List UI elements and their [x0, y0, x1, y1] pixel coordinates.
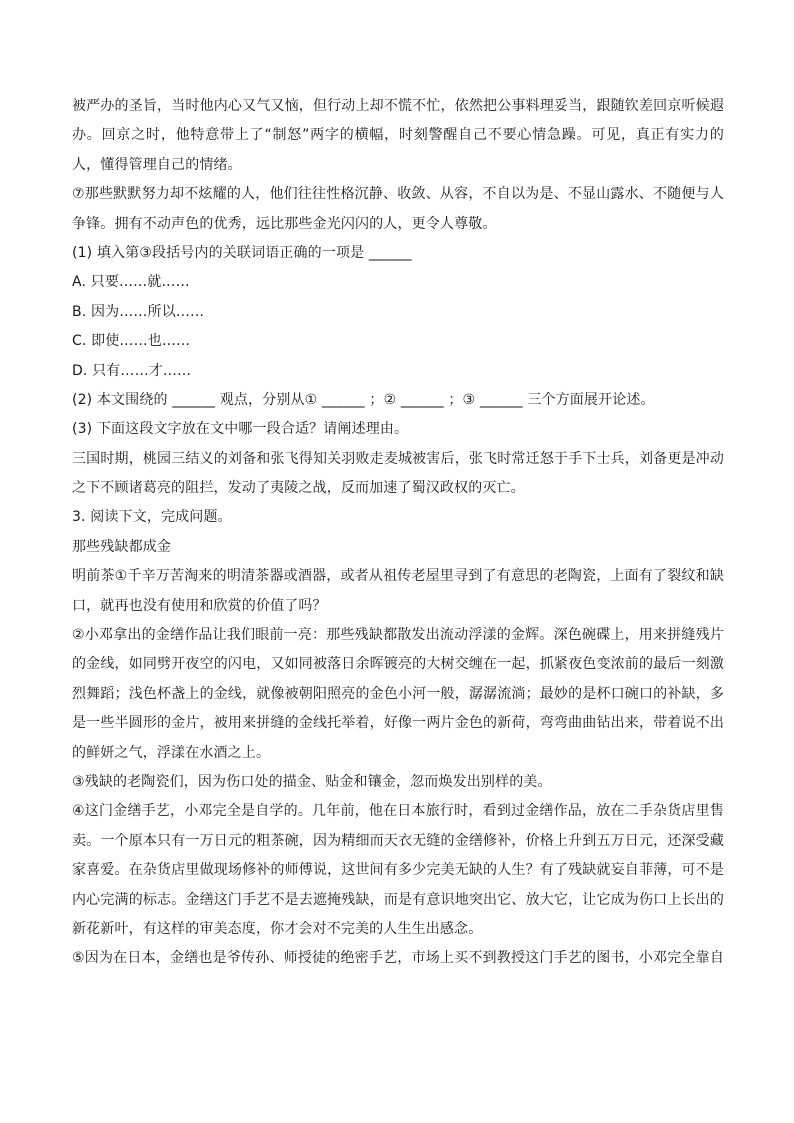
text-line: ④这门金缮手艺，小邓完全是自学的。几年前，他在日本旅行时，看到过金缮作品，放在二手杂货店里售	[72, 803, 724, 820]
text-line: D. 只有……才……	[72, 362, 192, 379]
text-line: 三国时期，桃园三结义的刘备和张飞得知关羽败走麦城被害后，张飞时常迁怒于手下士兵，刘备更是冲动	[72, 450, 724, 467]
text-line: 卖。一个原本只有一万日元的粗茶碗，因为精细而天衣无缝的金缮修补，价格上升到五万日元，还深受藏	[72, 832, 724, 849]
text-line: (3) 下面这段文字放在文中哪一段合适？请阐述理由。	[72, 421, 409, 438]
text-line: 家喜爱。在杂货店里做现场修补的师傅说，这世间有多少完美无缺的人生？有了残缺就妄自菲薄，可不是	[72, 862, 724, 879]
text-line: C. 即使……也……	[72, 333, 191, 350]
text-line: (1) 填入第③段括号内的关联词语正确的一项是 ______	[72, 244, 412, 261]
text-line: 内心完满的标志。金缮这门手艺不是去遮掩残缺，而是有意识地突出它、放大它，让它成为伤口上长出的	[72, 891, 724, 908]
text-line: ②小邓拿出的金缮作品让我们眼前一亮：那些残缺都散发出流动浮漾的金辉。深色碗碟上，用来拼缝残片	[72, 627, 724, 644]
text-line: 之下不顾诸葛亮的阻拦，发动了夷陵之战，反而加速了蜀汉政权的灭亡。	[72, 480, 525, 497]
text-line: 口，就再也没有使用和欣赏的价值了吗？	[72, 597, 327, 614]
text-line: ⑦那些默默努力却不炫耀的人，他们往往性格沉静、收敛、从容，不自以为是、不显山露水、不随便与人	[72, 186, 724, 203]
text-line: ③残缺的老陶瓷们，因为伤口处的描金、贴金和镶金，忽而焕发出别样的美。	[72, 773, 552, 790]
text-line: 是一些半圆形的金片，被用来拼缝的金线托举着，好像一两片金色的新荷，弯弯曲曲钻出来，带着说不出	[72, 715, 724, 732]
text-line: 的金线，如同劈开夜空的闪电，又如同被落日余晖镀亮的大树交缠在一起，抓紧夜色变浓前的最后一刻激	[72, 656, 724, 673]
text-line: 争锋。拥有不动声色的优秀，远比那些金光闪闪的人，更令人尊敬。	[72, 215, 497, 232]
text-line: (2) 本文围绕的 ______ 观点，分别从① ______ ；② ______ ；③ ______ 三个方面展开论述。	[72, 391, 655, 408]
document-page	[72, 96, 724, 978]
text-line: 被严办的圣旨，当时他内心又气又恼，但行动上却不慌不忙，依然把公事料理妥当，跟随钦差回京听候遐	[72, 98, 724, 114]
text-line: B. 因为……所以……	[72, 303, 205, 320]
text-line: A. 只要……就……	[72, 274, 190, 291]
text-line: 那些残缺都成金	[72, 538, 172, 555]
text-line: 新花新叶，有这样的审美态度，你才会对不完美的人生生出感念。	[72, 920, 483, 937]
text-line: 明前茶①千辛万苦淘来的明清茶器或酒器，或者从祖传老屋里寻到了有意思的老陶瓷，上面有了裂纹和缺	[72, 568, 724, 585]
text-line: 烈舞蹈；浅色杯盏上的金线，就像被朝阳照亮的金色小河一般，潺潺流淌；最妙的是杯口碗口的补缺，多	[72, 685, 724, 702]
text-line: 人，懂得管理自己的情绪。	[72, 156, 242, 173]
text-line: ⑤因为在日本，金缮也是爷传孙、师授徒的绝密手艺，市场上买不到教授这门手艺的图书，小邓完全靠自	[72, 950, 724, 967]
text-line: 办。回京之时，他特意带上了“制怒”两字的横幅，时刻警醒自己不要心情急躁。可见，真正有实力的	[72, 127, 724, 144]
text-line: 3. 阅读下文，完成问题。	[72, 509, 232, 526]
text-line: 的鲜妍之气，浮漾在水酒之上。	[72, 744, 271, 761]
